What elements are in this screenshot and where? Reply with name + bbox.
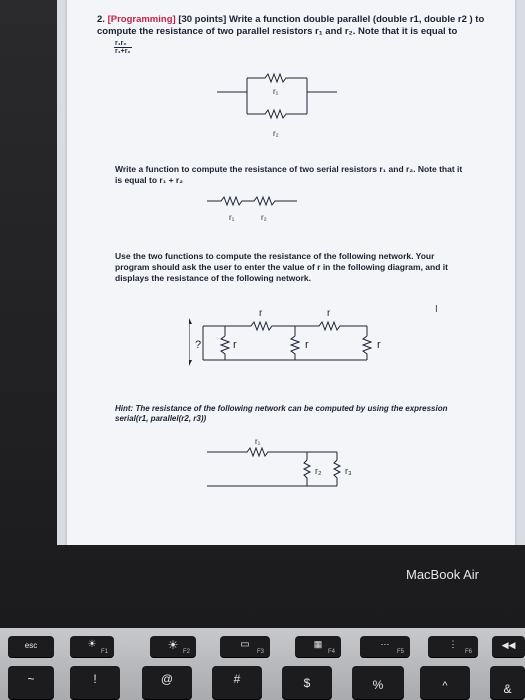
network-label-r-top2: r	[327, 308, 331, 319]
brightness-down-icon: ☀	[87, 639, 97, 650]
f7-key[interactable]	[492, 636, 525, 658]
network-label-r-mid: r	[305, 339, 309, 351]
f4-key[interactable]: ▦ F4	[295, 636, 341, 658]
key-3[interactable]: #	[212, 666, 262, 700]
network-diagram	[189, 302, 439, 372]
serial-label-r2: r₂	[261, 213, 267, 222]
key-6[interactable]: ^	[420, 666, 470, 700]
question-tag: [Programming]	[107, 14, 176, 25]
key-2[interactable]: @	[142, 666, 192, 700]
formula-denominator: r₁+r₂	[115, 48, 131, 55]
network-label-unknown: ?	[195, 339, 202, 351]
document-page	[67, 0, 515, 545]
network-label-r-right: r	[377, 339, 381, 351]
laptop-brand-label: MacBook Air	[406, 567, 479, 582]
question-text: Write a function double parallel (double r1, double r2 ) to compute the resistance of two parallel resistors r₁ and r₂. Note that it is equal to	[97, 14, 485, 37]
serial-label-r1: r₁	[229, 213, 235, 222]
hint-text: Hint: The resistance of the following network can be computed by using the expression serial(r1, parallel(r2, r3))	[115, 404, 448, 423]
hint-label-r3: r₃	[345, 466, 352, 476]
text-cursor: I	[435, 304, 438, 315]
question-heading	[97, 14, 489, 38]
mission-control-icon: ▭	[240, 639, 250, 650]
hint-diagram	[207, 436, 397, 496]
hint-label-r1: r₁	[255, 437, 261, 446]
key-7[interactable]: &	[490, 666, 525, 700]
laptop-screen	[57, 0, 525, 545]
parallel-resistor-diagram	[217, 68, 337, 140]
tilde-key[interactable]: ~	[8, 666, 54, 700]
network-label-r-left: r	[233, 339, 237, 351]
hint-label-r2: r₂	[315, 466, 322, 476]
network-instruction: Use the two functions to compute the resistance of the following network. Your program should ask the user to enter the value of r in the following diagram, and it displays the resistance of the following network.	[115, 251, 448, 283]
question-points: [30 points]	[178, 14, 227, 25]
f5-key[interactable]: ⋯ F5	[360, 636, 410, 658]
parallel-formula	[114, 40, 132, 55]
key-4[interactable]: $	[282, 666, 332, 700]
keyboard-light-down-icon: ⋯	[380, 639, 390, 649]
esc-key[interactable]: esc	[8, 636, 54, 658]
f1-key[interactable]: ☀ F1	[70, 636, 114, 658]
question-number: 2.	[97, 14, 105, 25]
serial-instruction: Write a function to compute the resistance of two serial resistors r₁ and r₂. Note that it is equal to r₁ + r₂	[115, 164, 463, 185]
parallel-label-r1: r₁	[273, 87, 279, 96]
parallel-label-r2: r₂	[273, 129, 279, 138]
key-1[interactable]: !	[70, 666, 120, 700]
f6-key[interactable]: ⋮ F6	[428, 636, 478, 658]
serial-resistor-diagram	[207, 193, 297, 223]
keyboard-light-up-icon: ⋮	[448, 639, 458, 649]
network-label-r-top1: r	[259, 308, 263, 319]
formula-numerator: r₁r₂	[114, 40, 132, 48]
key-5[interactable]: %	[352, 666, 404, 700]
f3-key[interactable]: ▭ F3	[220, 636, 270, 658]
brightness-up-icon: ☀	[167, 638, 179, 652]
rewind-icon: ◀◀	[501, 640, 516, 650]
launchpad-icon: ▦	[313, 639, 323, 649]
f2-key[interactable]: ☀ F2	[150, 636, 196, 658]
